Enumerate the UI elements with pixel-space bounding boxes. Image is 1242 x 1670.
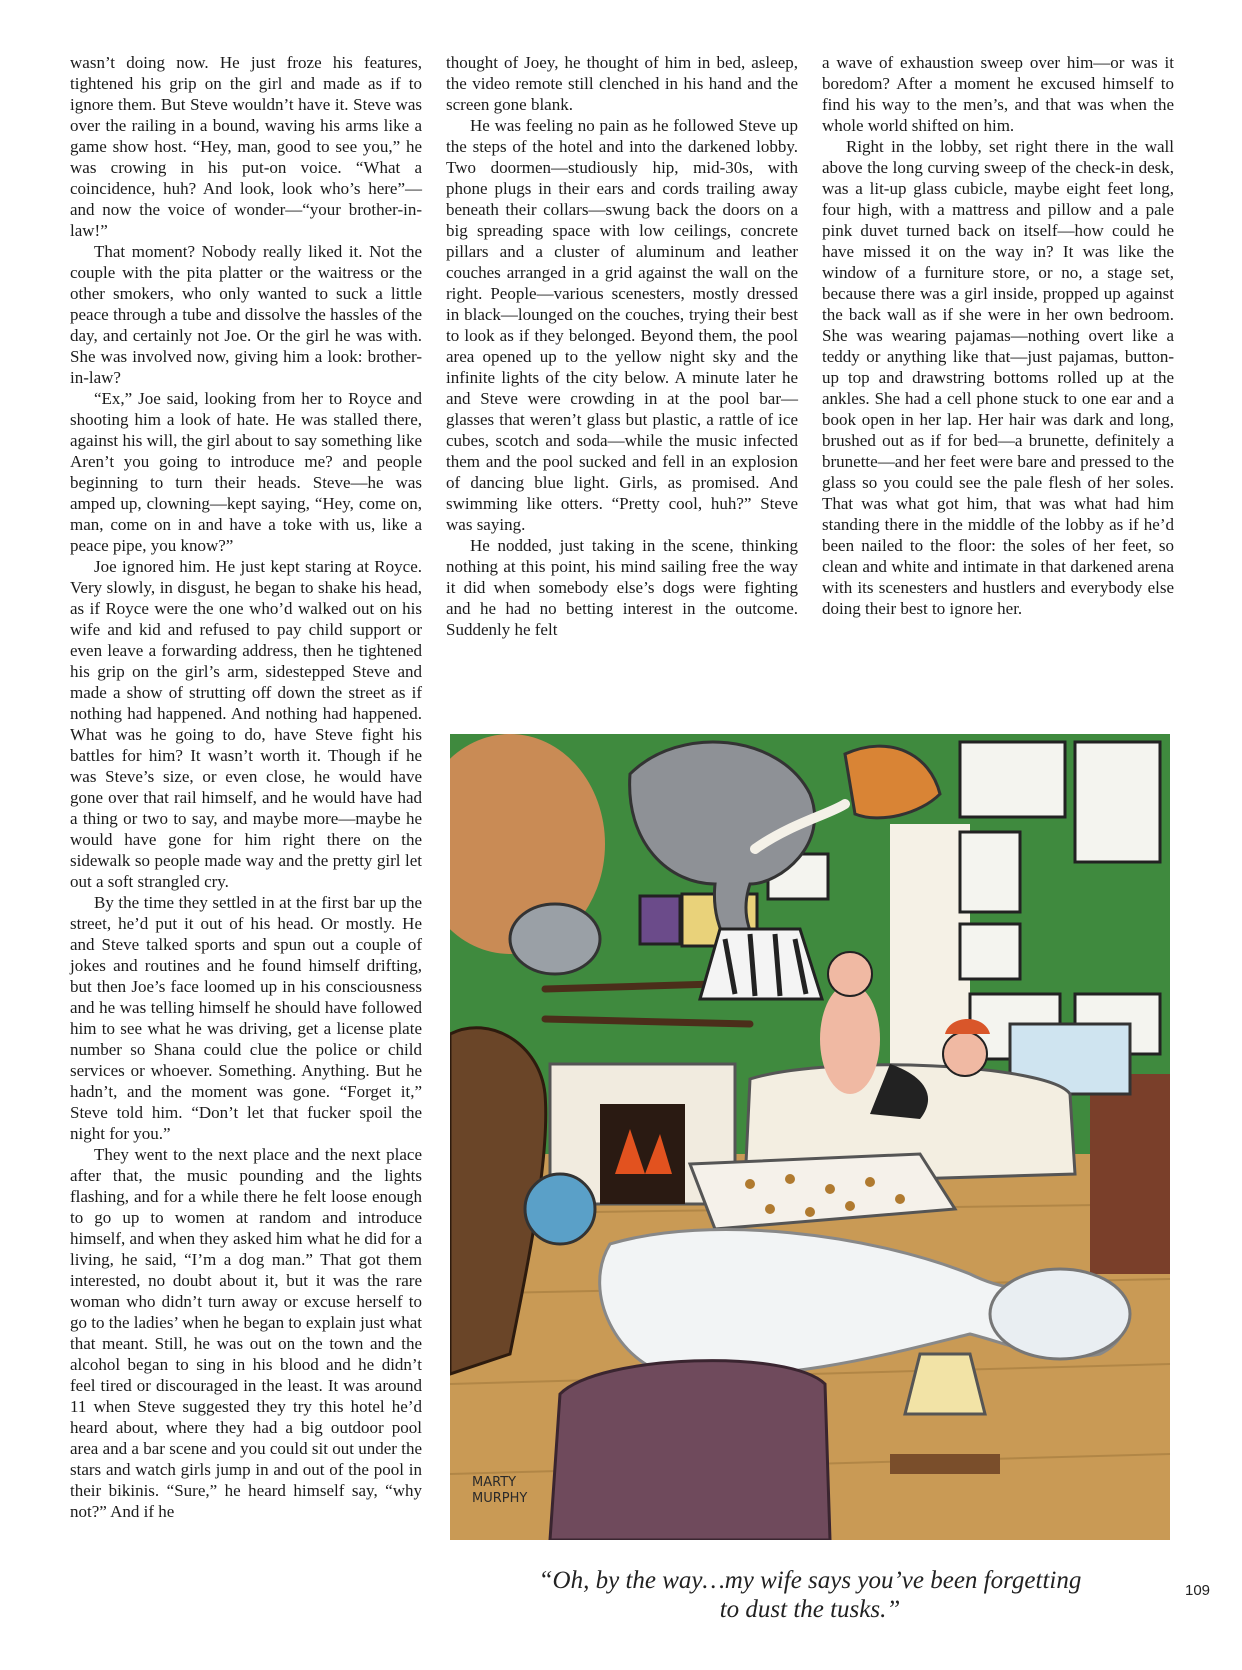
- leather-armchair: [550, 1361, 830, 1540]
- paragraph: He nodded, just taking in the scene, thinking nothing at this point, his mind sailing free the way it did when somebody else’s dogs were fighting and he had no betting interest in the outcome. Suddenly he felt: [446, 536, 798, 639]
- paragraph: wasn’t doing now. He just froze his features, tightened his grip on the girl and made as if to ignore them. But Steve wouldn’t have it. Steve was over the railing in a bound, waving his arms like a game show host. “Hey, man, good to see you,” he was crowing in his put-on voice. “What a coincidence, huh? And look, look who’s here”—and now the voice of wonder—“your brother-in-law!”: [70, 53, 422, 240]
- text-column-3: [822, 52, 1174, 619]
- table-lamp: [905, 1354, 985, 1414]
- bookcase: [1090, 1074, 1170, 1274]
- paragraph: “Ex,” Joe said, looking from her to Royce and shooting him a look of hate. He was stalled there, against his will, the girl about to say something like Aren’t you going to introduce me? and people beginning to turn their heads. Steve—he was amped up, clowning—kept saying, “Hey, come on, man, come on in and have a toke with us, like a peace pipe, you know?”: [70, 389, 422, 555]
- polar-bear-head: [990, 1269, 1130, 1359]
- artist-signature: MURPHY: [472, 1491, 528, 1506]
- paragraph: a wave of exhaustion sweep over him—or was it boredom? After a moment he excused himself to find his way to the men’s, and that was when the whole world shifted on him.: [822, 53, 1174, 135]
- maid-figure: [943, 1032, 987, 1076]
- page-number: 109: [1185, 1582, 1211, 1599]
- text-column-2: [446, 52, 798, 640]
- boar-head: [510, 904, 600, 974]
- caption-line: “Oh, by the way…my wife says you’ve been forgetting: [538, 1567, 1082, 1594]
- paragraph: Joe ignored him. He just kept staring at Royce. Very slowly, in disgust, he began to shake his head, as if Royce were the one who’d walked out on his wife and kid and refused to pay child support or even leave a forwarding address, then he tightened his grip on the girl’s arm, sidestepped Steve and made a show of strutting off down the street as if nothing had happened. And nothing had happened. What was he going to do, have Steve fight his battles for him? It wasn’t worth it. Though if he was Steve’s size, or even close, he would have gone over that rail himself, and he would have had a thing or two to say, and maybe more—maybe he would have gone for him right there on the sidewalk so people made way and the pretty girl let out a soft strangled cry.: [70, 557, 422, 891]
- paragraph: thought of Joey, he thought of him in bed, asleep, the video remote still clenched in his hand and the screen gone blank.: [446, 53, 798, 114]
- cartoon-caption: [450, 1566, 1170, 1624]
- paragraph: Right in the lobby, set right there in the wall above the long curving sweep of the check-in desk, was a lit-up glass cubicle, maybe eight feet long, four high, with a mattress and pillow and a pale pink duvet turned back on itself—how could he have missed it on the way in? It was like the window of a furniture store, or no, a stage set, because there was a girl inside, propped up against the back wall as if she were in her own bedroom. She was wearing pajamas—nothing overt like a teddy or anything like that—just pajamas, button-up top and drawstring bottoms rolled up at the ankles. She had a cell phone stuck to one ear and a book open in her lap. Her hair was dark and long, brushed out as if for bed—a brunette, definitely a brunette—and her feet were bare and pressed to the glass so you could see the pale flesh of her soles. That was what got him, that was what had him standing there in the middle of the lobby as if he’d been nailed to the floor: the soles of her feet, so clean and white and intimate in that darkened arena with its scenesters and hustlers and everybody else doing their best to ignore her.: [822, 137, 1174, 618]
- cartoon-illustration: [450, 734, 1170, 1540]
- paragraph: He was feeling no pain as he followed Steve up the steps of the hotel and into the darkened lobby. Two doormen—studiously hip, mid-30s, with phone plugs in their ears and cords trailing away beneath their collars—swung back the doors on a big spreading space with low ceilings, concrete pillars and a cluster of aluminum and leather couches arranged in a grid against the wall on the right. People—various scenesters, mostly dressed in black—lounged on the couches, trying their best to look as if they belonged. Beyond them, the pool area opened up to the yellow night sky and the infinite lights of the city below. A minute later he and Steve were crowding in at the pool bar—glasses that weren’t glass but plastic, a rattle of ice cubes, scotch and soda—while the music infected them and the pool sucked and fell in an explosion of dancing blue light. Girls, as promised. And swimming like otters. “Pretty cool, huh?” Steve was saying.: [446, 116, 798, 534]
- man-figure: [820, 984, 880, 1094]
- paragraph: They went to the next place and the next place after that, the music pounding and the lights flashing, and for a while there he felt loose enough to go up to women at random and introduce himself, and when they asked him what he did for a living, he said, “I’m a dog man.” That got them interested, no doubt about it, but it was the rare woman who didn’t turn away or excuse herself to go to the ladies’ when he began to explain just what that meant. Still, he was out on the town and the alcohol began to sing in his blood and he didn’t feel tired or discouraged in the least. It was around 11 when Steve suggested they try this hotel he’d heard about, where they had a big outdoor pool area and a bar scene and you could sit out under the stars and watch girls jump in and out of the pool in their bikinis. “Sure,” he heard himself say, “why not?” And if he: [70, 1145, 422, 1521]
- caption-line: to dust the tusks.”: [719, 1596, 901, 1623]
- cartoon-drawing: [450, 734, 1170, 1540]
- paragraph: That moment? Nobody really liked it. Not the couple with the pita platter or the waitress or the other smokers, who only wanted to suck a little peace through a tube and dissolve the hassles of the day, and certainly not Joe. Or the girl he was with. She was involved now, giving him a look: brother-in-law?: [70, 242, 422, 387]
- globe: [525, 1174, 595, 1244]
- artist-signature: MARTY: [472, 1475, 517, 1490]
- paragraph: By the time they settled in at the first bar up the street, he’d put it out of his head. Or mostly. He and Steve talked sports and spun out a couple of jokes and routines and he found himself drifting, but then Joe’s face loomed up in his consciousness and he was telling himself he should have followed him to see what he was driving, get a license plate number so Shana could clue the police or child services or whoever. Something. Anything. But he hadn’t, and the moment was gone. “Forget it,” Steve told him. “Don’t let that fucker spoil the night for you.”: [70, 893, 422, 1143]
- text-column-1: [70, 52, 422, 1522]
